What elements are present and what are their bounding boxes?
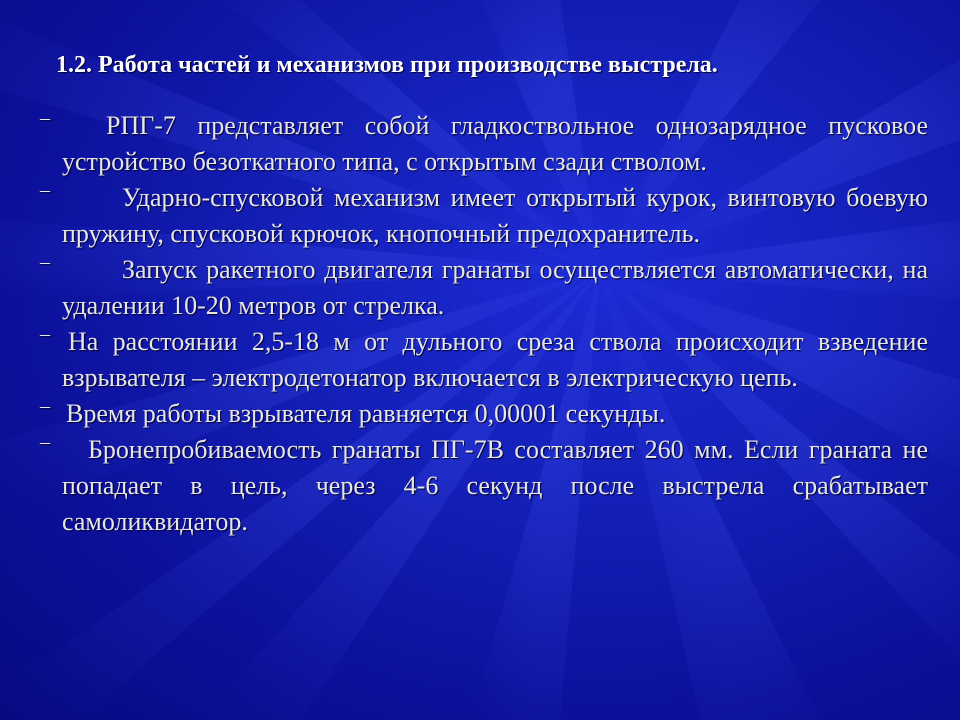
list-item <box>40 252 928 324</box>
list-item <box>40 432 928 540</box>
list-item <box>40 180 928 252</box>
bullet-text: Запуск ракетного двигателя гранаты осуществляется автоматически, на удалении 10-20 метров от стрелка. <box>62 255 928 320</box>
bullet-list <box>40 108 928 540</box>
slide-title: 1.2. Работа частей и механизмов при производстве выстрела. <box>56 52 718 78</box>
bullet-marker: – <box>40 431 50 453</box>
list-item <box>40 324 928 396</box>
bullet-marker: – <box>40 251 50 273</box>
bullet-text: Время работы взрывателя равняется 0,00001 секунды. <box>66 399 666 428</box>
bullet-text: На расстоянии 2,5-18 м от дульного среза ствола происходит взведение взрывателя – электродетонатор включается в электрическую цепь. <box>62 327 928 392</box>
bullet-text: Ударно-спусковой механизм имеет открытый курок, винтовую боевую пружину, спусковой крючок, кнопочный предохранитель. <box>62 183 928 248</box>
bullet-marker: – <box>40 179 50 201</box>
list-item <box>40 396 928 432</box>
bullet-marker: – <box>40 323 50 345</box>
bullet-marker: – <box>40 395 50 417</box>
bullet-marker: – <box>40 107 50 129</box>
list-item <box>40 108 928 180</box>
bullet-text: РПГ-7 представляет собой гладкоствольное однозарядное пусковое устройство безоткатного типа, с открытым сзади стволом. <box>62 111 928 176</box>
bullet-text: Бронепробиваемость гранаты ПГ-7В составляет 260 мм. Если граната не попадает в цель, через 4-6 секунд после выстрела срабатывает самоликвидатор. <box>62 435 928 536</box>
